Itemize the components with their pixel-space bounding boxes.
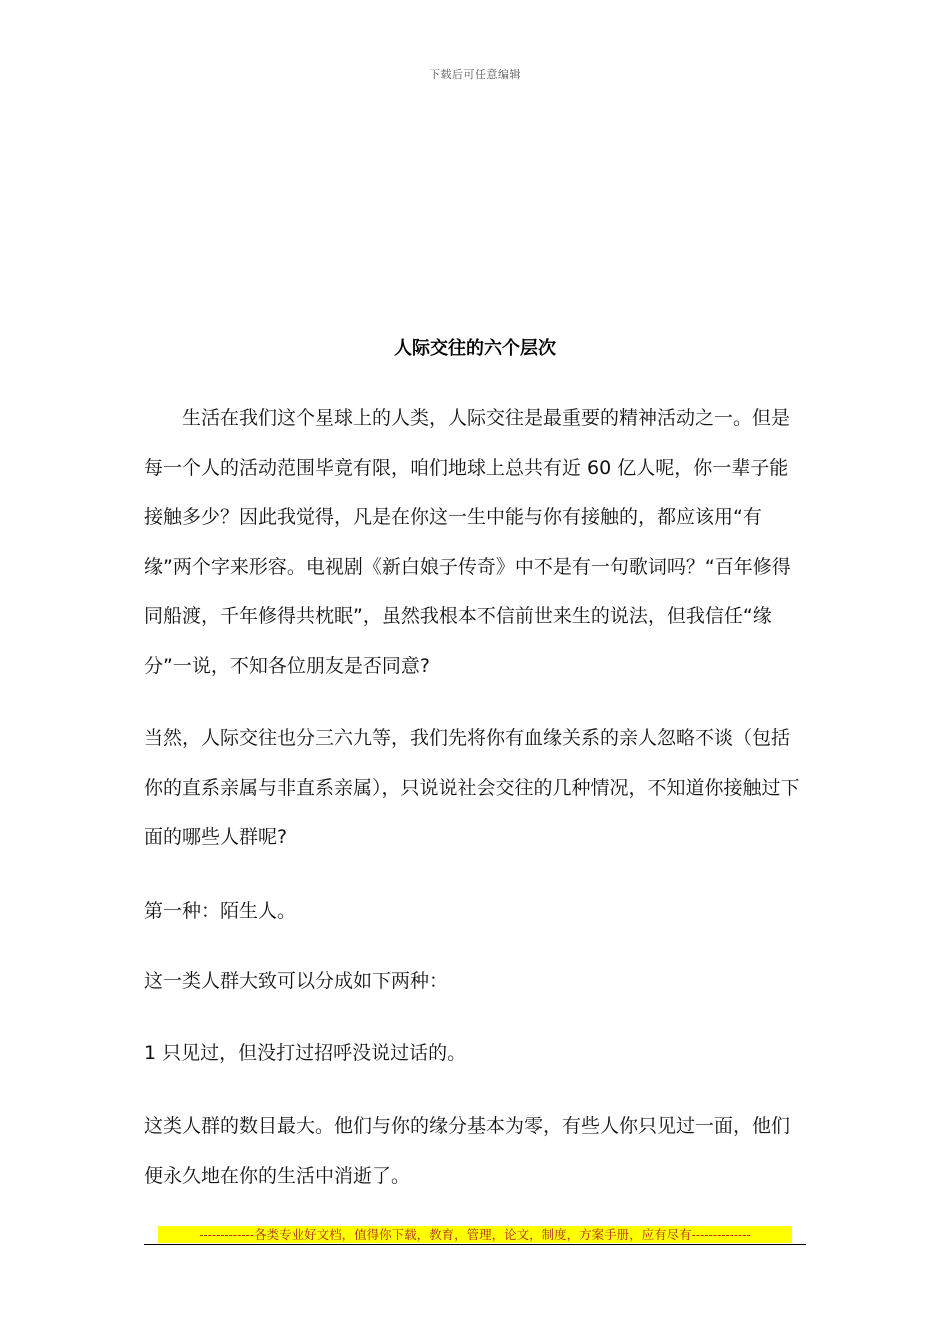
page-header-note: 下载后可任意编辑 — [429, 68, 521, 81]
document-title: 人际交往的六个层次 — [394, 338, 556, 359]
paragraph-subdivision: 这一类人群大致可以分成如下两种： — [144, 970, 449, 992]
footer-divider — [144, 1244, 806, 1245]
footer-promo-banner: -------------各类专业好文档，值得你下载，教育，管理，论文，制度，方案手册，应有尽有-------------- — [158, 1226, 792, 1243]
paragraph-item-one-detail: 这类人群的数目最大。他们与你的缘分基本为零，有些人你只见过一面，他们便永久地在你的生活中消逝了。 — [144, 1115, 791, 1187]
paragraph-type-one-heading: 第一种：陌生人。 — [144, 900, 297, 922]
paragraph-item-one: 1 只见过，但没打过招呼没说过话的。 — [144, 1042, 467, 1064]
paragraph-intro: 生活在我们这个星球上的人类，人际交往是最重要的精神活动之一。但是每一个人的活动范围毕竟有限，咱们地球上总共有近 60 亿人呢，你一辈子能接触多少？因此我觉得，凡是在你这一生中能与你有接触的，都应该用“有缘”两个字来形容。电视剧《新白娘子传奇》中不是有一句歌词吗？“百年修得同船渡，千年修得共枕眠”，虽然我根本不信前世来生的说法，但我信任“缘分”一说，不知各位朋友是否同意? — [144, 407, 791, 677]
paragraph-social-levels: 当然，人际交往也分三六九等，我们先将你有血缘关系的亲人忽略不谈（包括你的直系亲属与非直系亲属），只说说社会交往的几种情况，不知道你接触过下面的哪些人群呢? — [144, 727, 800, 848]
